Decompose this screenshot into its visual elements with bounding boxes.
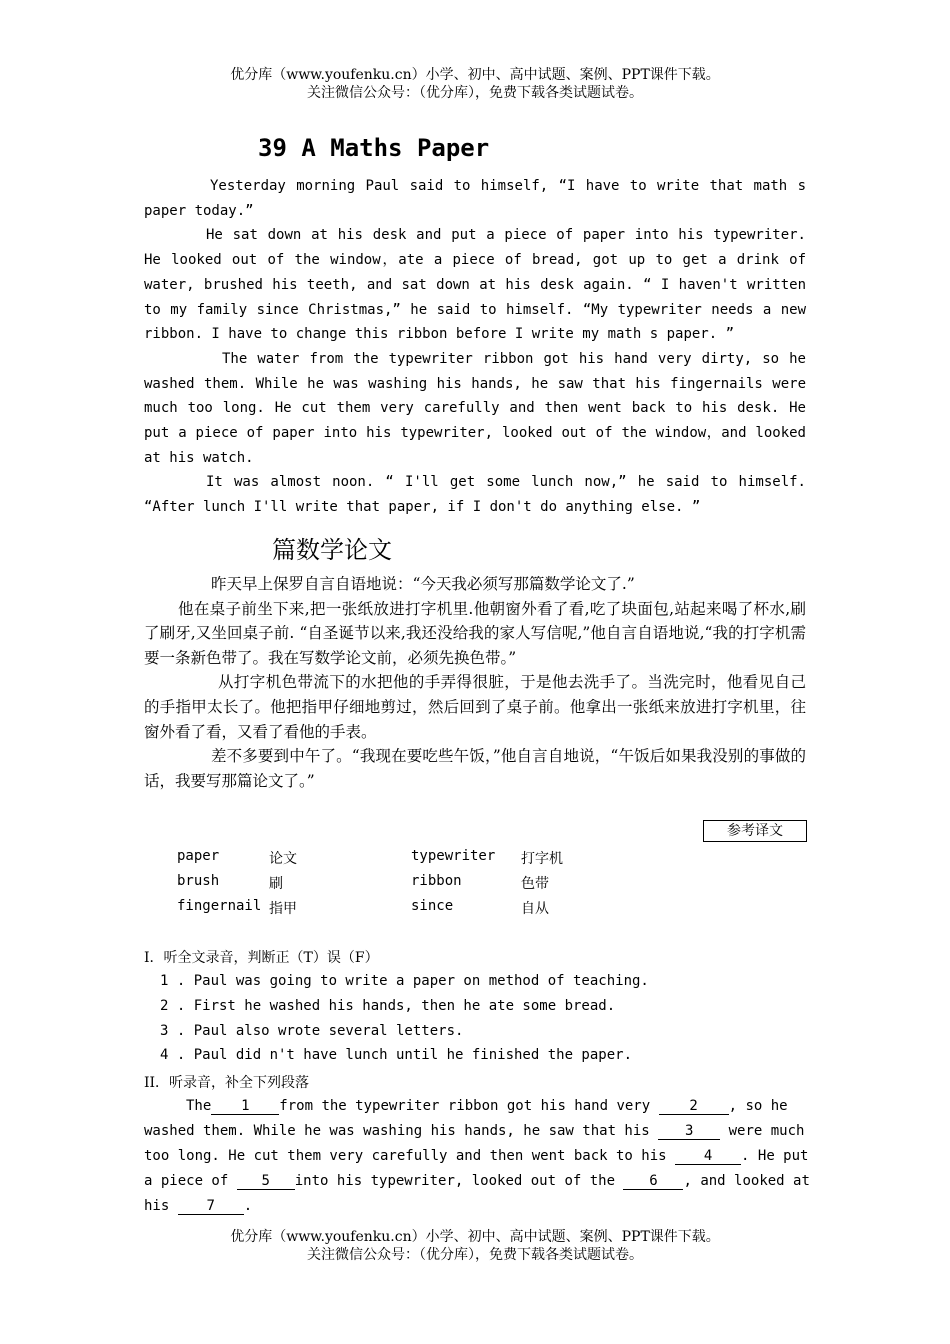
fill-text: a piece of xyxy=(144,1173,229,1189)
exercise-1-item: 4 . Paul did n't have lunch until he finished the paper. xyxy=(160,1047,633,1063)
page-footer xyxy=(0,1228,950,1264)
fill-text: too long. He cut them very carefully and then went back to his xyxy=(144,1148,667,1164)
vocab-word: fingernail xyxy=(177,898,262,914)
vocab-meaning: 色带 xyxy=(521,876,549,892)
fill-text: , so he xyxy=(728,1098,788,1114)
vocab-word: ribbon xyxy=(411,873,462,889)
fill-text: from the typewriter ribbon got his hand very xyxy=(279,1098,651,1114)
reference-translation-label: 参考译文 xyxy=(703,820,807,842)
page-header xyxy=(0,66,950,102)
blank-5[interactable]: 5 xyxy=(237,1173,295,1190)
fill-text: . He put xyxy=(741,1148,809,1164)
header-line-1: 优分库（www.youfenku.cn）小学、初中、高中试题、案例、PPT课件下载。 xyxy=(230,67,720,83)
footer-line-2: 关注微信公众号：（优分库），免费下载各类试题试卷。 xyxy=(307,1247,643,1263)
vocab-meaning: 打字机 xyxy=(521,851,563,867)
exercise-1-heading: I．听全文录音，判断正（T）误（F） xyxy=(144,950,379,966)
vocab-word: typewriter xyxy=(411,848,496,864)
lesson-title: 39 A Maths Paper xyxy=(258,134,490,162)
fill-text: . xyxy=(243,1198,253,1214)
chinese-title: 篇数学论文 xyxy=(272,536,392,564)
english-paragraph-4: It was almost noon. “ I'll get some lunch now,” he said to himself. “After lunch I'll write that paper, if I don't do anything else. ” xyxy=(144,474,806,516)
english-paragraph-2: He sat down at his desk and put a piece of paper into his typewriter. He looked out of the window，ate a piece of bread, got up to get a drink of water, brushed his teeth, and sat down at his desk again. “ I haven't written to my family since Christmas,” he said to himself. “My typewriter needs a new ribbon. I have to change this ribbon before I write my math s paper. ” xyxy=(144,227,806,343)
blank-7[interactable]: 7 xyxy=(178,1198,244,1215)
vocab-word: brush xyxy=(177,873,220,889)
fill-line-2 xyxy=(144,1123,824,1140)
header-line-2: 关注微信公众号：（优分库），免费下载各类试题试卷。 xyxy=(307,85,643,101)
chinese-paragraph-4: 差不多要到中午了。“我现在要吃些午饭，”他自言自地说，“午饭后如果我没别的事做的话，我要写那篇论文了。” xyxy=(144,747,806,790)
blank-4[interactable]: 4 xyxy=(675,1148,741,1165)
fill-line-1 xyxy=(186,1098,866,1115)
vocabulary-table xyxy=(177,846,677,921)
fill-line-4 xyxy=(144,1173,824,1190)
fill-text: into his typewriter, looked out of the xyxy=(294,1173,616,1189)
vocab-row xyxy=(177,896,677,921)
exercise-2-heading: II．听录音，补全下列段落 xyxy=(144,1075,310,1091)
chinese-translation xyxy=(144,572,806,793)
vocab-meaning: 论文 xyxy=(269,851,297,867)
fill-text: The xyxy=(186,1098,212,1114)
blank-1[interactable]: 1 xyxy=(211,1098,279,1115)
fill-text: his xyxy=(144,1198,170,1214)
fill-line-5 xyxy=(144,1198,824,1215)
blank-6[interactable]: 6 xyxy=(623,1173,683,1190)
exercise-1-item: 2 . First he washed his hands, then he ate some bread. xyxy=(160,998,616,1014)
exercise-1-item: 3 . Paul also wrote several letters. xyxy=(160,1023,464,1039)
footer-line-1: 优分库（www.youfenku.cn）小学、初中、高中试题、案例、PPT课件下载。 xyxy=(230,1229,720,1245)
fill-text: washed them. While he was washing his hands, he saw that his xyxy=(144,1123,650,1139)
blank-3[interactable]: 3 xyxy=(658,1123,720,1140)
fill-text: were much xyxy=(728,1123,805,1139)
vocab-word: paper xyxy=(177,848,220,864)
blank-2[interactable]: 2 xyxy=(659,1098,729,1115)
vocab-meaning: 刷 xyxy=(269,876,283,892)
chinese-paragraph-2: 他在桌子前坐下来,把一张纸放进打字机里.他朝窗外看了看,吃了块面包,站起来喝了杯水,刷了刷牙,又坐回桌子前. “自圣诞节以来,我还没给我的家人写信呢,”他自言自语地说,“我的打字机需要一条新色带了。我在写数学论文前，必须先换色带。” xyxy=(144,599,806,667)
vocab-row xyxy=(177,846,677,871)
chinese-paragraph-3: 从打字机色带流下的水把他的手弄得很脏，于是他去洗手了。当洗完时，他看见自己的手指甲太长了。他把指甲仔细地剪过，然后回到了桌子前。他拿出一张纸来放进打字机里，往窗外看了看，又看了看他的手表。 xyxy=(144,673,806,741)
chinese-paragraph-1: 昨天早上保罗自言自语地说：“今天我必须写那篇数学论文了.” xyxy=(211,575,635,593)
fill-text: , and looked at xyxy=(683,1173,810,1189)
vocab-meaning: 自从 xyxy=(521,901,549,917)
vocab-word: since xyxy=(411,898,454,914)
vocab-row xyxy=(177,871,677,896)
english-paragraph-1: Yesterday morning Paul said to himself, “I have to write that math s paper today.” xyxy=(144,178,806,219)
english-passage xyxy=(144,174,806,520)
fill-line-3 xyxy=(144,1148,824,1165)
vocab-meaning: 指甲 xyxy=(269,901,297,917)
exercise-1-item: 1 . Paul was going to write a paper on method of teaching. xyxy=(160,973,649,989)
english-paragraph-3: The water from the typewriter ribbon got his hand very dirty, so he washed them. While he was washing his hands, he saw that his fingernails were much too long. He cut them very carefully and then went back to his desk. He put a piece of paper into his typewriter, looked out of the window，and looked at his watch. xyxy=(144,350,806,466)
